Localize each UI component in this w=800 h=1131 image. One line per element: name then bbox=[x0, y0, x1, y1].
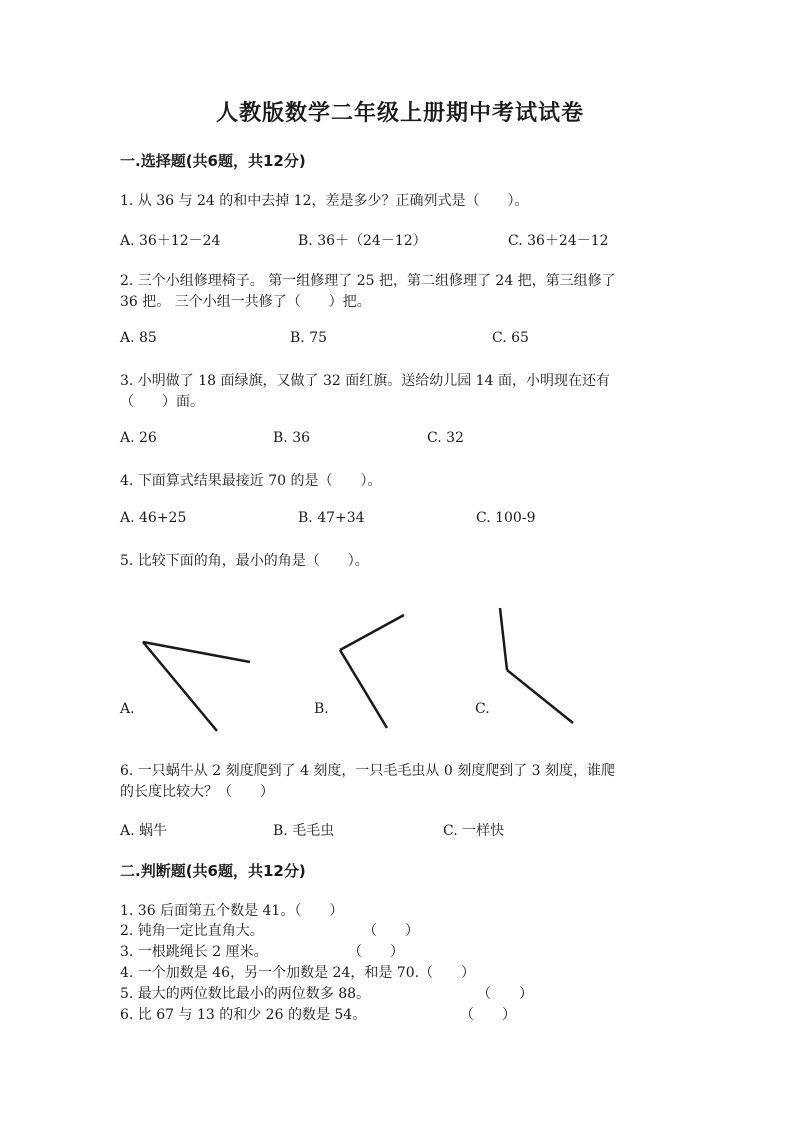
question-4-option-a[interactable]: A. 46+25 bbox=[120, 510, 187, 526]
judge-item-2 bbox=[120, 920, 420, 940]
question-1-option-c[interactable]: C. 36＋24－12 bbox=[508, 233, 609, 249]
question-5-option-b[interactable]: B. bbox=[314, 701, 329, 717]
angle-a-figure bbox=[143, 642, 250, 731]
angle-c-figure bbox=[500, 608, 573, 723]
question-2-text-line-1: 2. 三个小组修理椅子。 第一组修理了 25 把，第二组修理了 24 把，第三组修了 bbox=[120, 273, 616, 289]
question-2-text-line-2: 36 把。 三个小组一共修了（ ）把。 bbox=[120, 294, 371, 310]
question-1-option-a[interactable]: A. 36＋12－24 bbox=[120, 233, 221, 249]
angle-c-ray-1 bbox=[500, 608, 507, 670]
question-6-option-b[interactable]: B. 毛毛虫 bbox=[273, 823, 335, 839]
question-6-option-c[interactable]: C. 一样快 bbox=[443, 823, 505, 839]
section-heading-multiple-choice: 一.选择题(共6题，共12分) bbox=[120, 152, 306, 170]
question-4-option-c[interactable]: C. 100-9 bbox=[476, 510, 536, 526]
judge-item-2-answer-blank[interactable]: （ ） bbox=[363, 923, 419, 939]
judge-item-3-text: 3. 一根跳绳长 2 厘米。 bbox=[120, 944, 268, 960]
judge-item-2-text: 2. 钝角一定比直角大。 bbox=[120, 923, 264, 939]
judge-item-1 bbox=[120, 900, 343, 920]
question-5-option-a[interactable]: A. bbox=[120, 701, 135, 717]
question-2-option-c[interactable]: C. 65 bbox=[492, 330, 529, 346]
question-5-option-c[interactable]: C. bbox=[475, 701, 490, 717]
judge-item-5 bbox=[120, 983, 540, 1003]
angle-b-figure bbox=[340, 615, 404, 728]
question-6-option-a[interactable]: A. 蜗牛 bbox=[120, 823, 168, 839]
judge-item-6 bbox=[120, 1004, 540, 1024]
angle-b-ray-2 bbox=[340, 650, 387, 728]
question-4-text: 4. 下面算式结果最接近 70 的是（ ）。 bbox=[120, 473, 382, 489]
question-5-text: 5. 比较下面的角，最小的角是（ ）。 bbox=[120, 553, 369, 569]
angle-a-ray-2 bbox=[143, 642, 217, 731]
angle-c-ray-2 bbox=[507, 670, 573, 723]
judge-item-6-text: 6. 比 67 与 13 的和少 26 的数是 54。 bbox=[120, 1007, 367, 1023]
question-3-text-line-2: （ ）面。 bbox=[120, 394, 204, 410]
judge-item-3 bbox=[120, 941, 420, 961]
judge-item-3-answer-blank[interactable]: （ ） bbox=[348, 944, 404, 960]
angle-b-ray-1 bbox=[340, 615, 404, 650]
question-6-text-line-2: 的长度比较大？（ ） bbox=[120, 784, 274, 800]
exam-title: 人教版数学二年级上册期中考试试卷 bbox=[215, 101, 584, 126]
question-1-option-b[interactable]: B. 36＋（24－12） bbox=[298, 233, 427, 249]
question-3-option-b[interactable]: B. 36 bbox=[273, 430, 311, 446]
question-1-text: 1. 从 36 与 24 的和中去掉 12，差是多少？正确列式是（ ）。 bbox=[120, 193, 529, 209]
judge-item-6-answer-blank[interactable]: （ ） bbox=[460, 1007, 516, 1023]
question-6-text-line-1: 6. 一只蜗牛从 2 刻度爬到了 4 刻度，一只毛毛虫从 0 刻度爬到了 3 刻度，谁爬 bbox=[120, 763, 616, 779]
question-4-option-b[interactable]: B. 47+34 bbox=[298, 510, 365, 526]
question-3-option-c[interactable]: C. 32 bbox=[427, 430, 464, 446]
question-2-option-b[interactable]: B. 75 bbox=[290, 330, 328, 346]
question-3-text-line-1: 3. 小明做了 18 面绿旗，又做了 32 面红旗。送给幼儿园 14 面，小明现在还有 bbox=[120, 373, 610, 389]
question-2-option-a[interactable]: A. 85 bbox=[120, 330, 157, 346]
section-heading-true-false: 二.判断题(共6题，共12分) bbox=[120, 862, 306, 880]
judge-item-4-text: 4. 一个加数是 46，另一个加数是 24，和是 70.（ ） bbox=[120, 965, 476, 981]
judge-item-5-answer-blank[interactable]: （ ） bbox=[477, 986, 533, 1002]
question-3-option-a[interactable]: A. 26 bbox=[120, 430, 157, 446]
judge-item-1-text: 1. 36 后面第五个数是 41。（ ） bbox=[120, 903, 344, 919]
judge-item-5-text: 5. 最大的两位数比最小的两位数多 88。 bbox=[120, 986, 371, 1002]
angle-a-ray-1 bbox=[143, 642, 250, 662]
judge-item-4 bbox=[120, 962, 475, 982]
